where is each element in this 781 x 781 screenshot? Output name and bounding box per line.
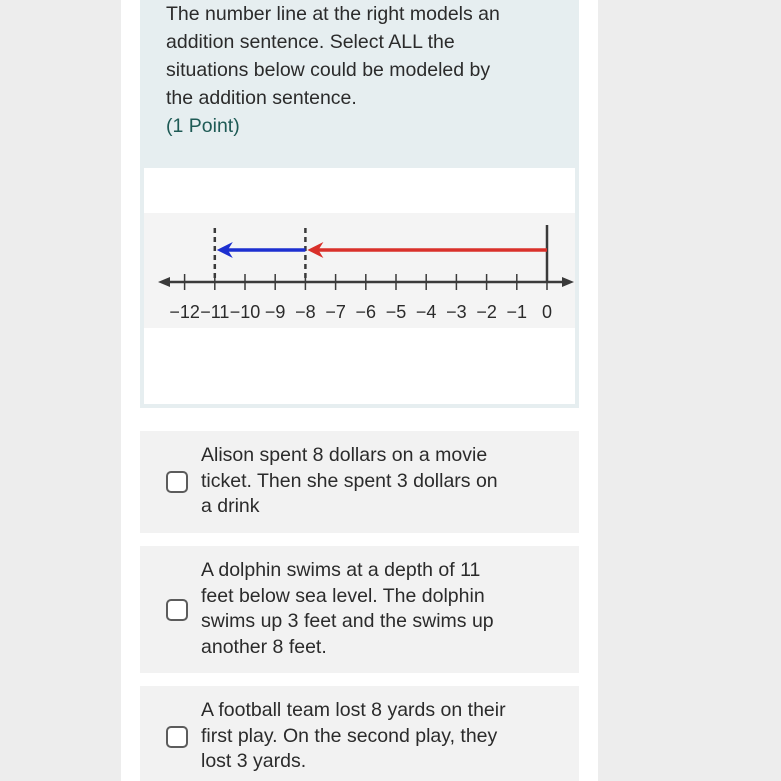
question-text — [166, 0, 566, 112]
option-text[interactable] — [201, 443, 531, 520]
tick-label: −11 — [200, 302, 230, 322]
option-line: A football team lost 8 yards on their — [201, 699, 506, 721]
option-line: swims up 3 feet and the swims up — [201, 610, 494, 632]
question-line: The number line at the right models an — [166, 3, 500, 25]
page-margin-left — [0, 0, 121, 781]
question-line: situations below could be modeled by — [166, 59, 491, 81]
option-line: A dolphin swims at a depth of 11 — [201, 559, 481, 581]
tick-label: −2 — [476, 302, 497, 322]
question-line: the addition sentence. — [166, 87, 357, 109]
number-line-diagram — [144, 168, 575, 404]
tick-label: −4 — [415, 302, 437, 322]
option-line: ticket. Then she spent 3 dollars on — [201, 469, 498, 492]
option-line: Alison spent 8 dollars on a movie — [201, 444, 488, 466]
question-line: addition sentence. Select ALL the — [166, 31, 455, 53]
number-line-image — [144, 168, 575, 404]
option-checkbox[interactable] — [166, 599, 188, 621]
option-line: another 8 feet. — [201, 635, 327, 658]
option-text[interactable] — [201, 558, 531, 660]
tick-label: −3 — [446, 302, 467, 322]
tick-label: −7 — [325, 302, 346, 322]
option-checkbox[interactable] — [166, 471, 188, 493]
option-line: lost 3 yards. — [201, 750, 307, 772]
tick-label: −5 — [385, 302, 407, 322]
page-margin-right — [598, 0, 781, 781]
tick-label: −12 — [169, 302, 200, 322]
tick-label: −10 — [229, 302, 261, 322]
tick-label: 0 — [541, 302, 553, 322]
tick-label: −6 — [355, 302, 377, 322]
option-text[interactable] — [201, 698, 531, 775]
tick-label: −9 — [264, 302, 286, 322]
option-line: first play. On the second play, they — [201, 724, 498, 747]
tick-label: −8 — [295, 302, 316, 322]
option-line: a drink — [201, 495, 260, 517]
option-line: feet below sea level. The dolphin — [201, 584, 485, 607]
question-points: (1 Point) — [166, 115, 240, 137]
tick-label: −1 — [506, 302, 528, 322]
option-checkbox[interactable] — [166, 726, 188, 748]
